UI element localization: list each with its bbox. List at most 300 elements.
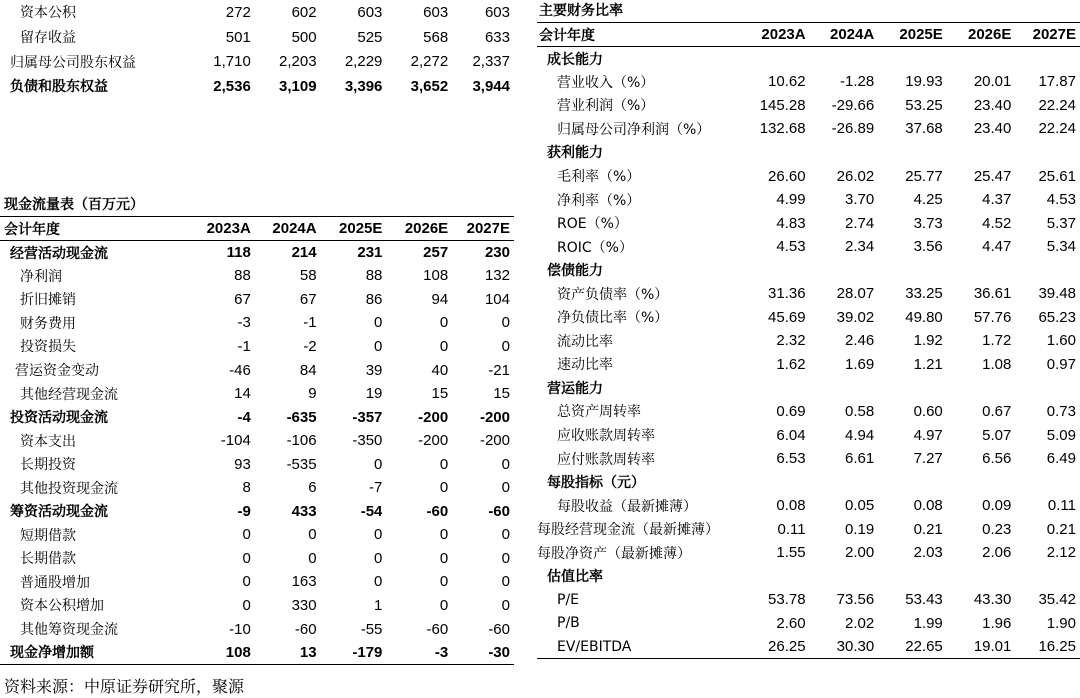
cell-value: 67 <box>299 290 317 308</box>
cell-value: 4.99 <box>776 191 806 209</box>
row-label: 每股净资产（最新摊薄） <box>537 545 691 562</box>
table-row <box>537 70 1080 94</box>
section-label: 估值比率 <box>547 569 603 586</box>
cell-value: 257 <box>423 244 449 262</box>
row-label: 应收账款周转率 <box>557 428 655 445</box>
cell-value: 2,272 <box>410 53 449 71</box>
cell-value: 1.90 <box>1046 614 1076 632</box>
cell-value: -26.89 <box>831 120 875 138</box>
table-row <box>537 282 1080 306</box>
cell-value: 104 <box>484 290 510 308</box>
cell-value: 5.09 <box>1046 426 1076 444</box>
cell-value: -9 <box>237 502 251 520</box>
empty-cell <box>1011 376 1080 400</box>
cell-value: 0 <box>439 314 449 332</box>
cell-value: 568 <box>423 28 449 46</box>
cell-value: 231 <box>357 244 383 262</box>
table-row <box>537 517 1080 541</box>
cell-value: -60 <box>426 502 449 520</box>
cell-value: -357 <box>352 408 383 426</box>
row-label: 净负债比率（%） <box>557 310 669 327</box>
cash-flow-header-label: 会计年度 <box>4 221 60 238</box>
table-row <box>537 494 1080 518</box>
cell-value: 20.01 <box>973 73 1012 91</box>
cell-value: -200 <box>479 432 510 450</box>
cell-value: 2.32 <box>776 332 806 350</box>
cell-value: 86 <box>365 290 383 308</box>
table-row <box>0 0 514 25</box>
cell-value: 230 <box>484 244 510 262</box>
cell-value: 0 <box>242 573 251 591</box>
row-label: 资本公积增加 <box>20 598 104 615</box>
cash-flow-year: 2026E <box>404 220 449 237</box>
row-label: 速动比率 <box>557 357 613 374</box>
row-label: 流动比率 <box>557 333 613 350</box>
row-label: 净利润 <box>20 268 62 285</box>
cell-value: 2,536 <box>213 77 251 95</box>
row-label: 负债和股东权益 <box>10 79 108 96</box>
cell-value: 25.61 <box>1038 167 1076 185</box>
cell-value: 0.23 <box>982 520 1012 538</box>
cell-value: 0 <box>439 549 449 567</box>
cell-value: 0 <box>242 596 251 614</box>
cell-value: 5.07 <box>982 426 1012 444</box>
ratios-year: 2025E <box>899 26 943 43</box>
cell-value: 17.87 <box>1038 73 1076 91</box>
row-label: 每股收益（最新摊薄） <box>557 498 697 515</box>
cell-value: 0 <box>501 573 510 591</box>
empty-cell <box>874 470 943 494</box>
empty-cell <box>874 258 943 282</box>
cell-value: 1.08 <box>982 355 1012 373</box>
cell-value: 39.48 <box>1038 285 1076 303</box>
cell-value: 0.11 <box>777 520 806 538</box>
row-label: P/B <box>557 615 580 632</box>
cell-value: 5.34 <box>1046 238 1076 256</box>
cell-value: 35.42 <box>1038 591 1076 609</box>
cell-value: -3 <box>237 314 251 332</box>
cell-value: 0 <box>501 526 510 544</box>
cell-value: 1,710 <box>213 53 251 71</box>
empty-cell <box>943 376 1012 400</box>
row-label: 净利率（%） <box>557 192 641 209</box>
row-label: P/E <box>557 591 580 608</box>
cell-value: 0 <box>374 455 383 473</box>
row-label: 普通股增加 <box>20 574 90 591</box>
cell-value: 15 <box>493 385 510 403</box>
cell-value: -200 <box>418 408 449 426</box>
table-row <box>0 500 514 524</box>
cell-value: -60 <box>488 502 510 520</box>
row-label: 营业利润（%） <box>557 98 655 115</box>
cell-value: 26.25 <box>768 638 806 656</box>
cell-value: 2,337 <box>472 53 510 71</box>
cell-value: 26.02 <box>836 167 875 185</box>
cell-value: 88 <box>234 267 251 285</box>
cash-flow-year: 2027E <box>466 220 510 237</box>
empty-cell <box>1011 565 1080 589</box>
cell-value: 0.08 <box>776 497 806 515</box>
cell-value: 28.07 <box>836 285 875 303</box>
row-label: 筹资活动现金流 <box>10 504 108 521</box>
cell-value: 9 <box>308 385 317 403</box>
cell-value: 118 <box>226 244 251 262</box>
cell-value: 4.53 <box>1046 191 1076 209</box>
cell-value: 0 <box>439 479 449 497</box>
table-row <box>537 164 1080 188</box>
ratios-title: 主要财务比率 <box>539 3 623 19</box>
ratios-year: 2024A <box>829 26 875 43</box>
cell-value: 108 <box>225 643 251 661</box>
cell-value: -30 <box>488 643 510 661</box>
row-label: 资本公积 <box>20 5 76 22</box>
cell-value: 19.93 <box>905 73 943 91</box>
cell-value: 330 <box>291 596 317 614</box>
cell-value: 1.69 <box>844 355 875 373</box>
cell-value: 0 <box>439 455 449 473</box>
cell-value: 500 <box>291 28 317 46</box>
table-row <box>0 547 514 571</box>
cell-value: 1.60 <box>1046 332 1076 350</box>
cell-value: 4.53 <box>776 238 806 256</box>
cell-value: 0 <box>308 549 317 567</box>
cell-value: 0.97 <box>1046 355 1076 373</box>
table-row <box>537 588 1080 612</box>
cell-value: 65.23 <box>1038 308 1076 326</box>
cell-value: 4.97 <box>913 426 943 444</box>
empty-cell <box>737 470 806 494</box>
cell-value: -54 <box>360 502 383 520</box>
cell-value: 0 <box>439 526 449 544</box>
cell-value: 31.36 <box>768 285 806 303</box>
cell-value: 0 <box>374 526 383 544</box>
source-note: 资料来源：中原证券研究所，聚源 <box>4 677 245 696</box>
cell-value: -60 <box>488 620 510 638</box>
cell-value: 2.60 <box>776 614 806 632</box>
cell-value: -3 <box>434 643 449 661</box>
cell-value: 6 <box>308 479 317 497</box>
cell-value: 39 <box>365 361 383 379</box>
cell-value: 53.78 <box>768 591 806 609</box>
balance-sheet-tail <box>0 0 514 99</box>
cell-value: 33.25 <box>905 285 943 303</box>
cell-value: 1.96 <box>982 614 1012 632</box>
cell-value: -104 <box>220 432 251 450</box>
cell-value: 603 <box>423 3 449 21</box>
cell-value: 0 <box>501 479 510 497</box>
cell-value: 88 <box>365 267 383 285</box>
cell-value: 6.61 <box>844 450 875 468</box>
table-row <box>0 382 514 406</box>
row-label: 长期借款 <box>20 551 76 568</box>
cell-value: 0.67 <box>982 402 1012 420</box>
cell-value: 10.62 <box>768 73 806 91</box>
cell-value: 0 <box>439 573 449 591</box>
row-label: 每股经营现金流（最新摊薄） <box>537 522 719 539</box>
cell-value: 0 <box>242 549 251 567</box>
cell-value: 4.83 <box>776 214 806 232</box>
row-label: 其他投资现金流 <box>20 480 118 497</box>
table-row <box>0 358 514 382</box>
table-row <box>537 235 1080 259</box>
cell-value: -106 <box>286 432 317 450</box>
row-label: 长期投资 <box>20 457 76 474</box>
cell-value: 0 <box>242 526 251 544</box>
cell-value: 25.47 <box>973 167 1012 185</box>
cell-value: 0 <box>374 573 383 591</box>
table-row <box>0 25 514 50</box>
cell-value: 4.47 <box>982 238 1012 256</box>
cell-value: -635 <box>286 408 317 426</box>
row-label: 资产负债率（%） <box>557 286 669 303</box>
cell-value: -200 <box>418 432 449 450</box>
cell-value: 1.99 <box>913 614 943 632</box>
cell-value: 0.19 <box>844 520 875 538</box>
cell-value: -21 <box>488 361 510 379</box>
row-label: 留存收益 <box>20 30 76 47</box>
section-label: 偿债能力 <box>547 263 603 280</box>
cell-value: 4.25 <box>913 191 943 209</box>
cell-value: 525 <box>357 28 383 46</box>
empty-cell <box>943 141 1012 165</box>
cell-value: 0 <box>374 337 383 355</box>
cell-value: 84 <box>299 361 317 379</box>
table-row <box>537 635 1080 659</box>
cell-value: 19 <box>365 385 383 403</box>
row-label: 营业收入（%） <box>557 74 655 91</box>
cell-value: 145.28 <box>759 96 806 114</box>
table-row <box>0 74 514 99</box>
cell-value: -1 <box>237 337 251 355</box>
empty-cell <box>806 47 875 71</box>
empty-cell <box>874 565 943 589</box>
cell-value: 22.65 <box>905 638 943 656</box>
cell-value: 433 <box>291 502 317 520</box>
cell-value: 26.60 <box>768 167 806 185</box>
row-label: 短期借款 <box>20 527 76 544</box>
cell-value: 0 <box>501 596 510 614</box>
table-row <box>0 452 514 476</box>
table-row <box>0 49 514 74</box>
cell-value: 15 <box>431 385 449 403</box>
empty-cell <box>737 565 806 589</box>
cell-value: 43.30 <box>973 591 1012 609</box>
cell-value: 0.09 <box>982 497 1012 515</box>
cell-value: 14 <box>234 385 251 403</box>
balance-sheet-tail-table <box>0 0 514 99</box>
cell-value: 2.34 <box>844 238 875 256</box>
cell-value: 0 <box>501 337 510 355</box>
empty-cell <box>874 141 943 165</box>
cell-value: 501 <box>225 28 251 46</box>
row-label: 其他经营现金流 <box>20 386 118 403</box>
cell-value: 22.24 <box>1038 120 1076 138</box>
row-label: 其他筹资现金流 <box>20 622 118 639</box>
section-row <box>537 47 1080 71</box>
cell-value: 0 <box>308 526 317 544</box>
empty-cell <box>1011 47 1080 71</box>
cell-value: -29.66 <box>831 96 875 114</box>
cell-value: 633 <box>484 28 510 46</box>
empty-cell <box>943 258 1012 282</box>
row-label: 折旧摊销 <box>20 292 76 309</box>
table-row <box>0 405 514 429</box>
section-label: 每股指标（元） <box>547 475 645 492</box>
ratios-panel <box>537 0 1080 659</box>
section-row <box>537 376 1080 400</box>
cell-value: 0.60 <box>913 402 943 420</box>
empty-cell <box>806 141 875 165</box>
cell-value: 5.37 <box>1046 214 1076 232</box>
cell-value: 4.94 <box>844 426 875 444</box>
cell-value: 603 <box>357 3 383 21</box>
empty-cell <box>874 47 943 71</box>
row-label: EV/EBITDA <box>557 638 632 655</box>
cell-value: 6.49 <box>1046 450 1076 468</box>
row-label: 现金净增加额 <box>10 645 94 662</box>
row-label: ROE（%） <box>557 216 628 233</box>
cell-value: -1 <box>303 314 317 332</box>
cell-value: 6.56 <box>982 450 1012 468</box>
ratios-header-row <box>537 23 1080 47</box>
row-label: 投资活动现金流 <box>10 410 108 427</box>
cell-value: 0.21 <box>1046 520 1076 538</box>
cash-flow-year: 2023A <box>206 220 251 237</box>
ratios-year: 2023A <box>761 26 806 43</box>
cell-value: 1.21 <box>913 355 943 373</box>
empty-cell <box>806 470 875 494</box>
cell-value: 132 <box>484 267 510 285</box>
cell-value: 13 <box>299 643 317 661</box>
table-row <box>0 335 514 359</box>
empty-cell <box>806 258 875 282</box>
cell-value: 0 <box>501 455 510 473</box>
section-label: 成长能力 <box>547 51 603 68</box>
empty-cell <box>737 47 806 71</box>
cell-value: 0 <box>374 549 383 567</box>
cell-value: -7 <box>369 479 383 497</box>
empty-cell <box>737 258 806 282</box>
cell-value: 53.25 <box>905 96 943 114</box>
table-row <box>0 594 514 618</box>
table-row <box>537 612 1080 636</box>
row-label: 财务费用 <box>20 315 76 332</box>
row-label: 毛利率（%） <box>557 169 641 185</box>
cell-value: 0 <box>374 314 383 332</box>
cell-value: 1 <box>374 596 383 614</box>
empty-cell <box>1011 258 1080 282</box>
cell-value: 22.24 <box>1038 96 1076 114</box>
cell-value: 2,229 <box>344 53 383 71</box>
cell-value: 6.04 <box>776 426 806 444</box>
cell-value: 1.55 <box>776 544 806 562</box>
empty-cell <box>943 470 1012 494</box>
cash-flow-year: 2025E <box>339 220 383 237</box>
cell-value: 0 <box>501 549 510 567</box>
table-row <box>0 617 514 641</box>
cell-value: 58 <box>299 267 317 285</box>
empty-cell <box>737 376 806 400</box>
table-row <box>537 188 1080 212</box>
empty-cell <box>943 565 1012 589</box>
table-row <box>0 641 514 665</box>
ratios-year: 2026E <box>968 26 1012 43</box>
cell-value: 16.25 <box>1038 638 1076 656</box>
cell-value: 0 <box>501 314 510 332</box>
ratios-header-label: 会计年度 <box>539 27 595 44</box>
table-row <box>0 311 514 335</box>
cell-value: 272 <box>225 3 251 21</box>
cash-flow-year: 2024A <box>272 220 317 237</box>
cell-value: 23.40 <box>973 96 1012 114</box>
cell-value: 0.73 <box>1046 402 1076 420</box>
cell-value: 3.73 <box>913 214 943 232</box>
section-row <box>537 565 1080 589</box>
table-row <box>537 447 1080 471</box>
row-label: 归属母公司股东权益 <box>10 54 136 71</box>
cell-value: 45.69 <box>768 308 806 326</box>
cell-value: 8 <box>242 479 251 497</box>
cell-value: 25.77 <box>905 167 943 185</box>
row-label: 资本支出 <box>20 433 76 450</box>
cell-value: 6.53 <box>776 450 806 468</box>
table-row <box>0 429 514 453</box>
cell-value: -4 <box>237 408 251 426</box>
section-label: 营运能力 <box>547 380 603 397</box>
cell-value: 603 <box>484 3 510 21</box>
cell-value: 94 <box>431 290 449 308</box>
empty-cell <box>943 47 1012 71</box>
row-label: ROIC（%） <box>557 239 633 256</box>
table-row <box>0 241 514 265</box>
cell-value: -179 <box>352 643 383 661</box>
cell-value: 0 <box>439 596 449 614</box>
section-row <box>537 141 1080 165</box>
cell-value: 4.52 <box>982 214 1012 232</box>
cell-value: -60 <box>426 620 449 638</box>
table-row <box>537 541 1080 565</box>
row-label: 应付账款周转率 <box>557 451 655 468</box>
cell-value: 3,396 <box>344 77 383 95</box>
table-row <box>537 400 1080 424</box>
cash-flow-table <box>0 216 514 665</box>
row-label: 经营活动现金流 <box>10 245 108 262</box>
cell-value: 30.30 <box>836 638 875 656</box>
table-row <box>537 94 1080 118</box>
table-row <box>0 570 514 594</box>
ratios-year: 2027E <box>1032 26 1076 43</box>
table-row <box>0 476 514 500</box>
cell-value: -2 <box>303 337 317 355</box>
empty-cell <box>806 565 875 589</box>
cell-value: 2.12 <box>1046 544 1076 562</box>
table-row <box>537 117 1080 141</box>
cell-value: 7.27 <box>913 450 943 468</box>
cell-value: -46 <box>229 361 251 379</box>
table-row <box>537 211 1080 235</box>
table-row <box>0 523 514 547</box>
cell-value: 36.61 <box>973 285 1012 303</box>
row-label: 归属母公司净利润（%） <box>557 121 711 138</box>
cell-value: 0.58 <box>844 402 875 420</box>
table-row <box>537 329 1080 353</box>
cell-value: -1.28 <box>839 73 875 91</box>
cell-value: 3,652 <box>410 77 449 95</box>
table-row <box>0 288 514 312</box>
cell-value: 93 <box>234 455 251 473</box>
cell-value: 2.06 <box>982 544 1012 562</box>
row-label: 投资损失 <box>20 339 76 356</box>
